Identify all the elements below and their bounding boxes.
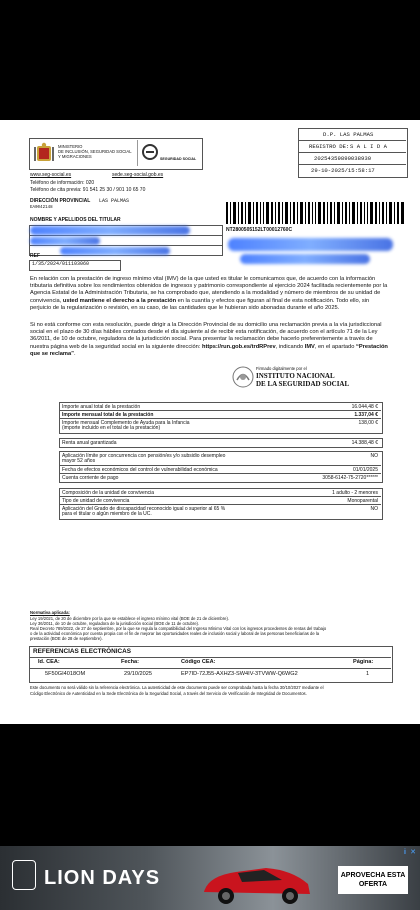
registry-office: D.P. LAS PALMAS (323, 131, 374, 138)
ministry-line-3: Y MIGRACIONES (58, 154, 92, 159)
web-link-2[interactable]: sede.seg-social.gob.es (112, 172, 164, 178)
paragraph1-text-a: En relación con la prestación de ingreso mínimo vital (IMV) de la que usted es titular le comunicamos que, de acuerdo con la información tributaria definitiva sobre los rendimientos obtenidos de ingresos y patrimonio correspondiente al ejercicio 2024 facilitada recientemente por la Agencia Estatal de la Administración Tributaria, se ha comprobado que, atendiendo a la modalidad y número de miembros de su unidad de convivencia, (30, 276, 388, 304)
row-label-2: para el titular o algún miembro de la UC. (62, 511, 152, 517)
paragraph1-bold: usted mantiene el derecho a la prestación (62, 297, 177, 304)
redaction-recipient-2 (240, 254, 370, 264)
row-value: 16.044,48 € (351, 403, 378, 410)
normativa-line: Ley 19/2021, de 20 de diciembre por la que se establece el ingreso mínimo vital (BOE de 21 de diciembre). (30, 616, 230, 621)
row-label: Tipo de unidad de convivencia (62, 497, 130, 504)
barcode (226, 202, 404, 224)
ministry-line-2: DE INCLUSIÓN, SEGURIDAD SOCIAL (58, 149, 132, 154)
ad-cta-button[interactable]: APROVECHA ESTA OFERTA (338, 866, 408, 894)
row-value: 3058-6142-75-2720****** (322, 474, 378, 481)
signature-seal-icon (232, 366, 254, 388)
refs-header-page: Página: (353, 659, 374, 665)
table-row (59, 451, 381, 466)
row-value: 14.388,48 € (351, 439, 378, 446)
row-value: 01/01/2025 (352, 466, 378, 473)
validity-note-2: Código Electrónico de Autenticidad en la Sede Electrónica de la Seguridad Social, a través del Servicio de Verificación de Integridad de Documentos. (30, 691, 307, 696)
redaction-recipient (228, 238, 393, 251)
appeal-link[interactable]: https://run.gob.es/trdRPrev (202, 343, 276, 350)
appointment-phone: Teléfono de cita previa: 91 541 25 30 / 901 10 65 70 (30, 187, 146, 193)
ss-logo-text: SEGURIDAD SOCIAL (160, 157, 197, 161)
refs-value-code: EP7ID-72J55-AXHZ3-SW4IV-3TVWW-Q6WG2 (181, 671, 298, 677)
document-page (0, 120, 420, 724)
info-phone: Teléfono de información: 020 (30, 180, 95, 186)
row-label: Cuenta corriente de pago (62, 474, 119, 481)
direction-value: LAS PALMAS (99, 198, 130, 204)
row-label-2: mayor 52 años (62, 458, 96, 464)
normativa-line: prestación (BOE de 28 de septiembre). (30, 636, 103, 641)
registry-datetime: 29-10-2025/15:58:17 (311, 167, 375, 174)
registry-divider-3 (298, 164, 406, 165)
signature-line-2: INSTITUTO NACIONAL (256, 372, 335, 380)
barcode-text: NT2800505152LT00012760C (226, 227, 293, 233)
registry-divider-2 (298, 152, 406, 153)
row-label: Renta anual garantizada (62, 439, 117, 446)
ad-close-icon[interactable]: ✕ (410, 849, 416, 856)
ad-banner[interactable] (0, 846, 420, 910)
table-row (59, 504, 381, 518)
holder-name-label: NOMBRE Y APELLIDOS DEL TITULAR (30, 217, 121, 223)
row-label: Aplicación del Grado de discapacidad reconocido igual o superior al 65 % (62, 505, 226, 512)
row-label: Aplicación límite por concurrencia con pensión/es y/o subsidio desempleo (62, 452, 226, 459)
row-value: NO (370, 452, 378, 459)
refs-header-date: Fecha: (121, 659, 140, 665)
row-value: 1.337,04 € (354, 411, 378, 418)
logo-divider (137, 140, 138, 166)
seguridad-social-logo-icon (142, 144, 158, 160)
table-row (59, 418, 381, 432)
registry-number: 20254359890038930 (314, 155, 372, 162)
resolution-paragraph (30, 276, 390, 312)
row-value: 138,00 € (358, 419, 378, 426)
table-row (59, 438, 381, 446)
refs-header-id: Id. CEA: (38, 659, 60, 665)
registry-type: S A L I D A (350, 143, 387, 150)
refs-value-date: 29/10/2025 (124, 671, 152, 677)
signature-line-1: Firmado digitalmente por el (256, 366, 307, 371)
reference-code: EA0042148 (30, 206, 53, 210)
redaction-address-1 (30, 237, 100, 245)
table-row (59, 473, 381, 481)
normativa-line: o de la actividad económica por cuenta propia con el fin de mejorar las oportunidades reales de inclusión social y laboral de las personas beneficiarias de la (30, 631, 320, 636)
paragraph2-text-d: . (73, 350, 76, 357)
refs-divider (29, 657, 391, 658)
row-value: 1 adulto - 2 menores (332, 489, 378, 496)
refs-divider-2 (29, 668, 391, 669)
direction-label: DIRECCIÓN PROVINCIAL (30, 198, 91, 204)
web-link-1[interactable]: www.seg-social.es (30, 172, 72, 178)
paragraph2-quote: “Prestación que se reclama” (30, 343, 388, 357)
row-value: Monoparental (347, 497, 378, 504)
redaction-name (30, 226, 190, 235)
ref-value: 1/35/2024/011103060 (32, 261, 90, 267)
row-label: Importe mensual total de la prestación (62, 411, 154, 418)
spain-coat-of-arms-icon (34, 142, 54, 164)
row-label: Importe mensual Complemento de Ayuda para la Infancia (62, 419, 190, 426)
registry-label: REGISTRO DE: (309, 143, 350, 150)
refs-value-page: 1 (366, 671, 370, 677)
row-label: Fecha de efectos económicos del control de vulnerabilidad económica (62, 466, 218, 473)
refs-value-id: 5F50GI4018OM (45, 671, 86, 677)
normativa-line: Ley 36/2011, de 10 de octubre, reguladora de la jurisdicción social (BOE de 11 de octubre). (30, 621, 200, 626)
redaction-address-2 (60, 247, 170, 255)
appeal-paragraph (30, 322, 390, 358)
refs-header-code: Código CEA: (181, 659, 216, 665)
normativa-line: Real Decreto 789/2022, de 27 de septiembre, por la que se regula la compatibilidad del Ingreso Mínimo Vital con los ingresos procedentes de rentas del trabajo (30, 626, 327, 631)
brand-logo-icon (12, 860, 36, 890)
paragraph2-imv: IMV (304, 343, 315, 350)
row-value: NO (370, 505, 378, 512)
ref-label: REF (30, 253, 40, 259)
signature-line-3: DE LA SEGURIDAD SOCIAL (256, 380, 350, 388)
row-label: Composición de la unidad de convivencia (62, 489, 155, 496)
paragraph2-text-a: Si no está conforme con esta resolución, puede dirigir a la Dirección Provincial de su domicilio una reclamación previa a la vía jurisdiccional social en el plazo de 30 días hábiles contados desde el día siguiente al de recibir esta notificación, de acuerdo con el artículo 71 de la Ley 36/2011, de 10 de octubre, reguladora de la jurisdicción social. Para presentar la reclamación debe hacerlo preferentemente a través de nuestra página web de la seguridad social en la siguiente dirección: (30, 322, 382, 350)
car-image (196, 854, 316, 906)
paragraph2-text-c: , en el apartado (314, 343, 356, 350)
paragraph1-text-c: en la cuantía y efectos que figuran al final de esta notificación. Todo ello, sin perjuicio de la regularización o revisión, en su caso, de las cantidades que le hubieran sido abonadas durante el año 2025. (30, 297, 370, 311)
row-label: Importe anual total de la prestación (62, 403, 141, 410)
validity-note-1: Este documento no será válido sin la referencia electrónica. La autenticidad de este documento puede ser comprobada hasta la fecha 30/10/2027 mediante el (30, 685, 324, 690)
ad-headline: LION DAYS (44, 867, 161, 889)
electronic-refs-title: REFERENCIAS ELECTRÓNICAS (33, 648, 131, 655)
ministry-line-1: MINISTERIO (58, 144, 83, 149)
paragraph2-text-b: , indicando (275, 343, 305, 350)
registry-divider-1 (298, 140, 406, 141)
ad-info-icon[interactable]: i (404, 849, 406, 856)
normativa-title: Normativa aplicada: (30, 610, 70, 615)
row-label-2: (importe incluido en el total de la prestación) (62, 425, 161, 431)
